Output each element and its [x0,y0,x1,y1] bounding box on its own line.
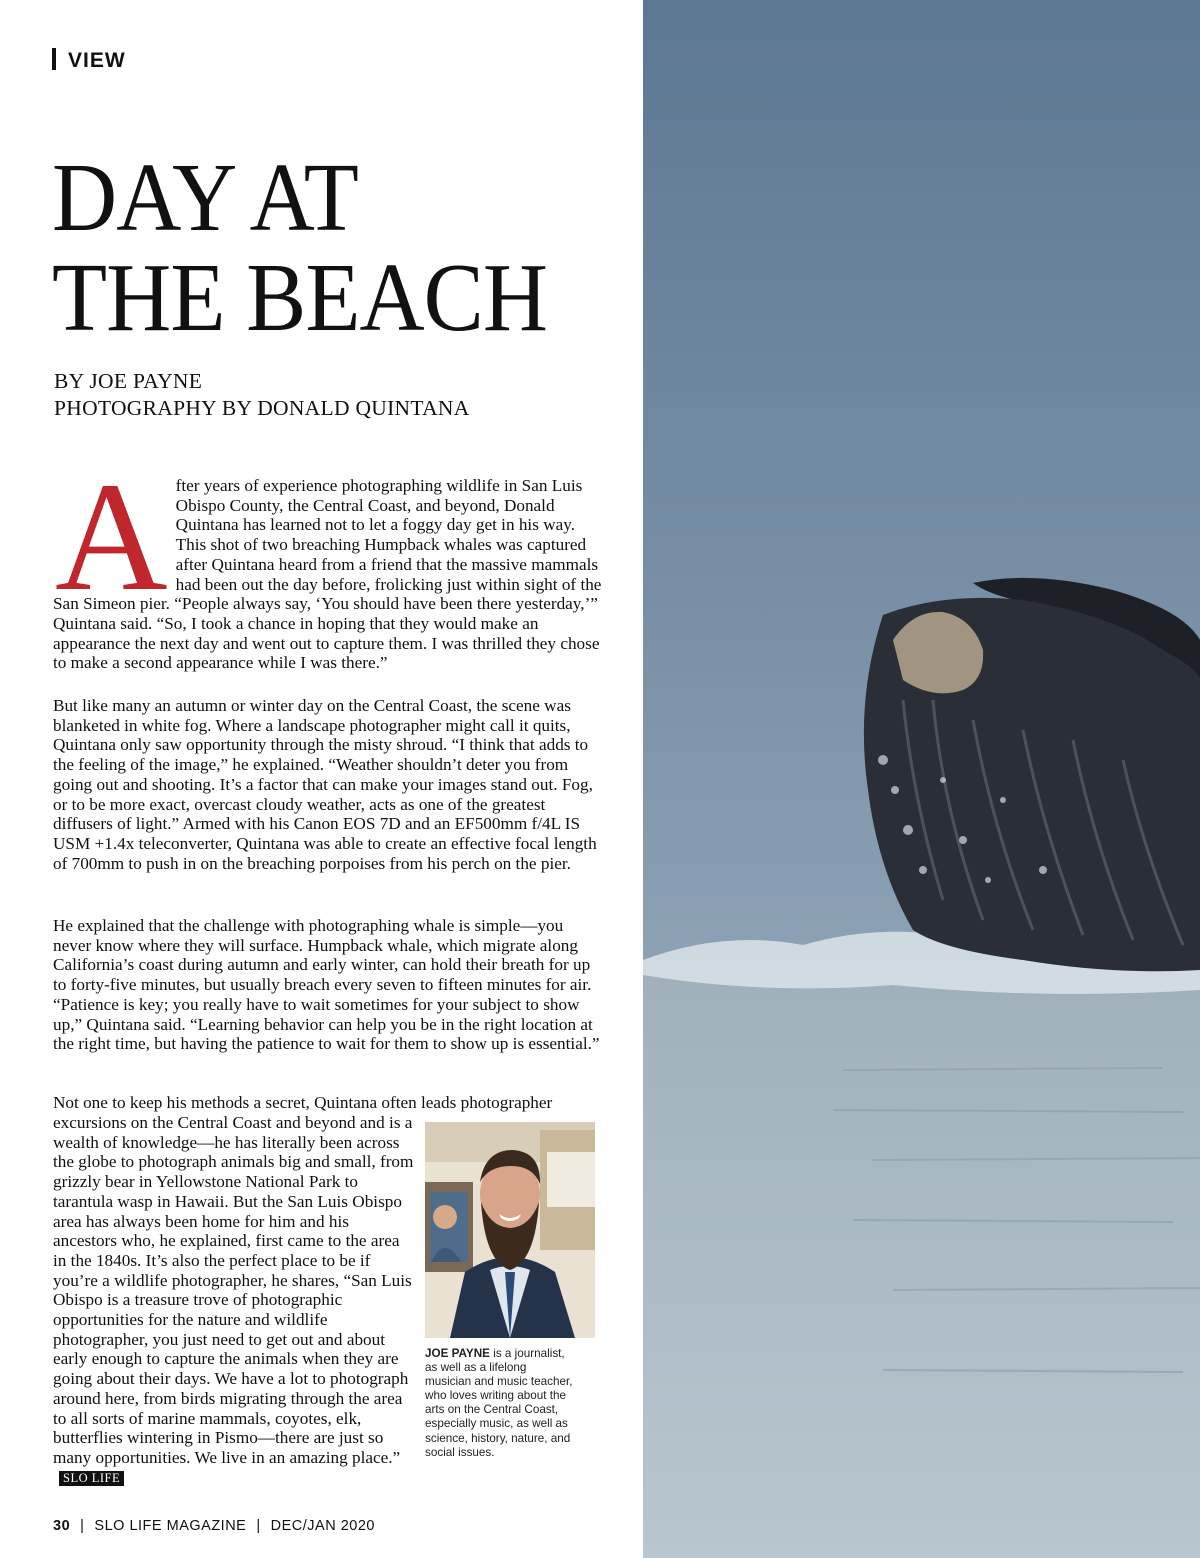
whale-photo [643,0,1200,1558]
article-title [52,144,548,352]
article-paragraph-2: But like many an autumn or winter day on the Central Coast, the scene was blanketed in white fog. Where a landscape photographer might call it quits, Quintana only saw opportunity through the misty shroud. “I think that adds to the feeling of the image,” he explained. “Weather shouldn’t deter you from going out and shooting. It’s a factor that can make your images stand out. Fog, or to be more exact, overcast cloudy weather, acts as one of the greatest diffusers of light.” Armed with his Canon EOS 7D and an EF500mm f/4L IS USM +1.4x teleconverter, Quintana was able to create an effective focal length of 700mm to push in on the breaching porpoises from his perch on the pier. [53,696,597,873]
article-paragraph-4 [53,1113,415,1487]
byline [54,368,470,422]
author-bio [425,1347,575,1460]
issue-date: DEC/JAN 2020 [270,1518,375,1534]
section-tag [52,48,126,73]
page-footer [53,1518,375,1534]
author-bio-name: JOE PAYNE [425,1347,490,1360]
article-paragraph-1 [53,450,605,673]
section-tag-bar [52,48,56,70]
article-paragraph-3: He explained that the challenge with photographing whale is simple—you never know where they will surface. Humpback whale, which migrate along California’s coast during autumn and early winter, can hold their breath for up to forty-five minutes, but usually breach every seven to fifteen minutes for air. “Patience is key; you really have to wait sometimes for your subject to show up,” Quintana said. “Learning behavior can help you be in the right location at the right time, but having the patience to wait for them to show up is essential.” [53,916,600,1054]
footer-separator: | [256,1518,261,1534]
article-title-line-2: THE BEACH [52,244,548,352]
magazine-name: SLO LIFE MAGAZINE [94,1518,247,1534]
author-bio-text: is a journalist, as well as a lifelong musician and music teacher, who loves writing about the arts on the Central Coast, especially music, as well as science, history, nature, and social issues. [425,1347,573,1459]
article-title-line-1: DAY AT [52,144,358,252]
page-number: 30 [53,1518,71,1534]
byline-author: BY JOE PAYNE [54,369,203,393]
byline-photography: PHOTOGRAPHY BY DONALD QUINTANA [54,396,470,420]
slo-life-end-badge: SLO LIFE [59,1471,124,1486]
drop-cap: A [55,450,168,623]
footer-separator: | [80,1518,85,1534]
section-tag-label: VIEW [68,49,126,72]
article-paragraph-4-first-line: Not one to keep his methods a secret, Quintana often leads photographer [53,1093,553,1112]
article-paragraph-4-text: excursions on the Central Coast and beyond and is a wealth of knowledge—he has literally been across the globe to photograph animals big and small, from grizzly bear in Yellowstone National Park to tarantula wasp in Hawaii. But the San Luis Obispo area has always been home for him and his ancestors who, he explained, first came to the area in the 1840s. It’s also the perfect place to be if you’re a wildlife photographer, he shares, “San Luis Obispo is a treasure trove of photographic opportunities for the nature and wildlife photographer, you just need to get out and about early enough to capture the animals when they are going about their days. We have a lot to photograph around here, from birds migrating through the area to all sorts of marine mammals, coyotes, elk, butterflies wintering in Pismo—there are just so many opportunities. We live in an amazing place.” [53,1113,414,1467]
article-paragraph-1-text: fter years of experience photographing wildlife in San Luis Obispo County, the Central Coast, and beyond, Donald Quintana has learned not to let a foggy day get in his way. This shot of two breaching Humpback whales was captured after Quintana heard from a friend that the massive mammals had been out the day before, frolicking just within sight of the San Simeon pier. “People always say, ‘You should have been there yesterday,’” Quintana said. “So, I took a chance in hoping that they would make an appearance the next day and went out to capture them. I was thrilled they chose to make a second appearance while I was there.” [53,476,602,673]
author-photo [425,1122,595,1338]
